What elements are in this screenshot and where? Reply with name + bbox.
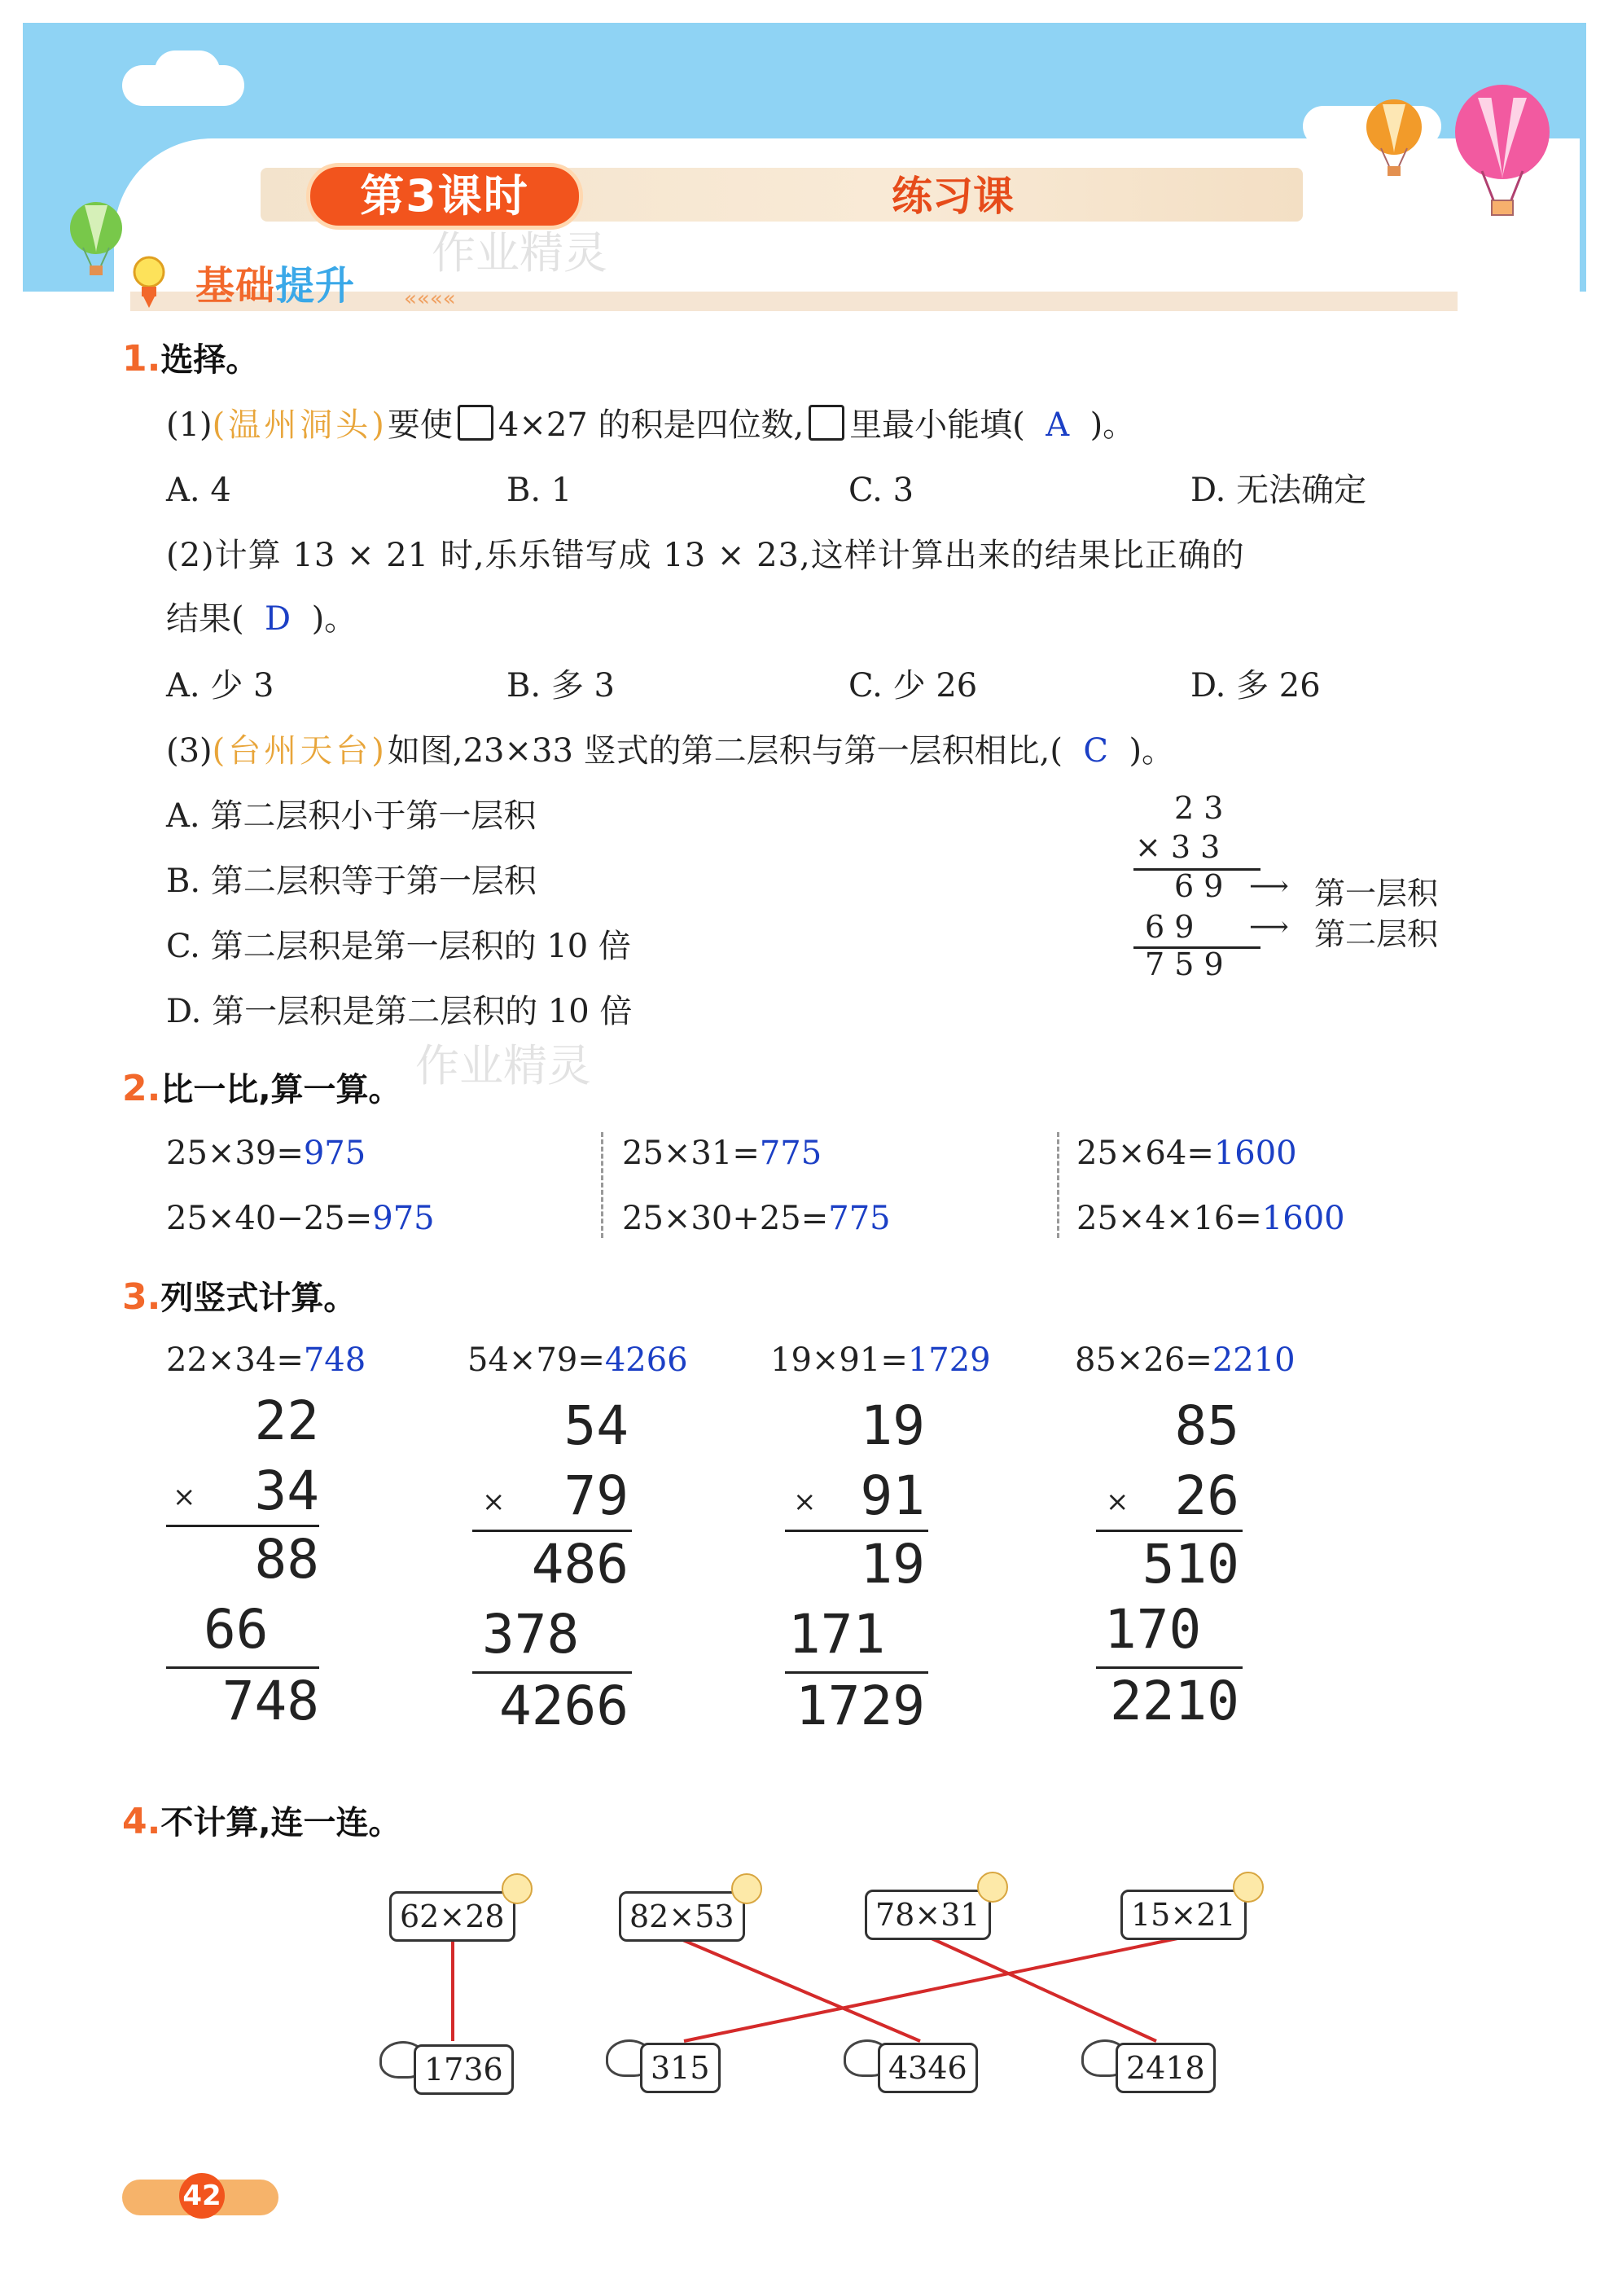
- diagram-row4: 6 9: [1145, 909, 1195, 945]
- work2-top: 54: [563, 1394, 629, 1457]
- q1-p1-text-b: 4×27 的积是四位数,: [498, 406, 804, 444]
- bottom-card-2[interactable]: 315: [640, 2043, 721, 2093]
- q1-p1-option-a: A. 4: [166, 472, 231, 509]
- duck-icon-4: [1233, 1872, 1264, 1903]
- section-title-a: 基础: [195, 263, 276, 309]
- q1-p3-option-b: B. 第二层积等于第一层积: [166, 863, 537, 900]
- q2-number: 2.: [122, 1068, 161, 1109]
- diagram-row2: × 3 3: [1135, 829, 1221, 865]
- q1-p3-text-a: 如图,23×33 竖式的第二层积与第一层积相比,(: [387, 732, 1063, 770]
- q1-p3-option-c: C. 第二层积是第一层积的 10 倍: [166, 928, 631, 965]
- section-title-b: 提升: [275, 263, 356, 309]
- section-arrows: ««««: [404, 287, 456, 311]
- q1-p2-line2-b: )。: [311, 600, 357, 638]
- match-line-2: [679, 1938, 920, 2041]
- q1-p3-answer: C: [1083, 732, 1108, 770]
- q2-col1-a1: 975: [303, 1135, 366, 1172]
- q2-col1-e1: 25×39=: [166, 1135, 304, 1172]
- page-number: 42: [179, 2173, 225, 2219]
- q2-col3-a2: 1600: [1261, 1200, 1345, 1237]
- work1-top: 22: [254, 1389, 319, 1452]
- q3-item1-e: 22×34=: [166, 1341, 304, 1379]
- q2-col3-e1: 25×64=: [1076, 1135, 1214, 1172]
- q2-col1-a2: 975: [372, 1200, 435, 1237]
- q2-col1-e2: 25×40−25=: [166, 1200, 373, 1237]
- work2-bot: 79: [563, 1464, 629, 1527]
- work1-bot: 34: [254, 1460, 319, 1522]
- bottom-card-3[interactable]: 4346: [878, 2043, 978, 2093]
- work3-p1: 19: [860, 1533, 925, 1596]
- work2-mul: ×: [482, 1486, 506, 1518]
- work2-res: 4266: [499, 1675, 629, 1737]
- diagram-row1: 2 3: [1174, 790, 1224, 826]
- q1-title: 选择。: [160, 341, 259, 379]
- q3-item3-a: 1729: [907, 1341, 991, 1379]
- diagram-row5: 7 5 9: [1145, 946, 1224, 982]
- work1-mul: ×: [173, 1481, 196, 1513]
- work3-top: 19: [860, 1394, 925, 1457]
- q1-number: 1.: [122, 338, 161, 380]
- q1-p2-line2-a: 结果(: [166, 600, 244, 638]
- work4-mul: ×: [1106, 1486, 1129, 1518]
- watermark-top: 作业精灵: [432, 227, 607, 279]
- q1-p2-line1: (2)计算 13 × 21 时,乐乐错写成 13 × 23,这样计算出来的结果比正确的: [166, 537, 1245, 574]
- work4-bot: 26: [1174, 1464, 1239, 1527]
- q1-p3-text-b: )。: [1129, 732, 1175, 770]
- work4-top: 85: [1174, 1394, 1239, 1457]
- diagram-label1: 第一层积: [1314, 876, 1439, 911]
- q3-item4-e: 85×26=: [1075, 1341, 1212, 1379]
- q2-col2-a1: 775: [759, 1135, 822, 1172]
- q2-col2-a2: 775: [828, 1200, 891, 1237]
- work1-p1: 88: [254, 1528, 319, 1591]
- q3-item4-a: 2210: [1212, 1341, 1296, 1379]
- work2-p2: 378: [482, 1603, 580, 1666]
- q1-p1-text-d: )。: [1089, 406, 1136, 444]
- duck-icon-2: [731, 1873, 762, 1904]
- q1-p3-prefix: (3): [166, 732, 213, 770]
- top-card-3[interactable]: 78×31: [865, 1890, 991, 1940]
- q1-p1-prefix: (1): [166, 406, 213, 444]
- bottom-card-1[interactable]: 1736: [414, 2044, 514, 2095]
- q3-number: 3.: [122, 1276, 161, 1318]
- q2-col2-e2: 25×30+25=: [622, 1200, 829, 1237]
- diagram-label2: 第二层积: [1314, 916, 1439, 952]
- q4-title: 不计算,连一连。: [160, 1804, 401, 1842]
- q1-p2-option-a: A. 少 3: [166, 667, 274, 705]
- q1-p2-option-d: D. 多 26: [1190, 667, 1321, 705]
- work4-p2: 170: [1104, 1598, 1202, 1661]
- duck-icon: [502, 1873, 533, 1904]
- work3-mul: ×: [793, 1486, 817, 1518]
- arrow-right-icon: ⟶: [1249, 870, 1289, 902]
- lesson-topic: 练习课: [892, 173, 1014, 220]
- q3-item3-e: 19×91=: [770, 1341, 908, 1379]
- q3-title: 列竖式计算。: [160, 1280, 357, 1317]
- q4-number: 4.: [122, 1801, 161, 1842]
- work3-res: 1729: [796, 1675, 925, 1737]
- work3-bot: 91: [860, 1464, 925, 1527]
- q1-p1-text-a: 要使: [387, 406, 453, 444]
- q1-p3-option-d: D. 第一层积是第二层积的 10 倍: [166, 993, 633, 1030]
- q1-p2-option-c: C. 少 26: [848, 667, 978, 705]
- q1-p1-answer: A: [1046, 406, 1070, 444]
- work4-res: 2210: [1110, 1670, 1239, 1732]
- q2-title: 比一比,算一算。: [160, 1071, 401, 1108]
- q1-p1-option-d: D. 无法确定: [1190, 472, 1367, 509]
- work4-p1: 510: [1142, 1533, 1239, 1596]
- q3-item1-a: 748: [303, 1341, 366, 1379]
- work3-p2: 171: [788, 1603, 886, 1666]
- q2-col3-a1: 1600: [1213, 1135, 1297, 1172]
- top-card-4[interactable]: 15×21: [1120, 1890, 1247, 1940]
- q1-p1-source: (温州洞头): [212, 406, 388, 444]
- match-line-3: [932, 1938, 1156, 2041]
- q3-item2-e: 54×79=: [467, 1341, 605, 1379]
- duck-icon-3: [977, 1872, 1008, 1903]
- work1-res: 748: [221, 1670, 319, 1732]
- q1-p3-option-a: A. 第二层积小于第一层积: [166, 797, 537, 835]
- work2-p1: 486: [531, 1533, 629, 1596]
- work1-p2: 66: [204, 1598, 269, 1661]
- diagram-row3: 6 9: [1174, 868, 1224, 904]
- q1-p1-text-c: 里最小能填(: [849, 406, 1025, 444]
- q1-p1-option-b: B. 1: [506, 472, 572, 509]
- q2-col3-e2: 25×4×16=: [1076, 1200, 1262, 1237]
- q2-col2-e1: 25×31=: [622, 1135, 760, 1172]
- q1-p2-option-b: B. 多 3: [506, 667, 615, 705]
- q3-item2-a: 4266: [604, 1341, 688, 1379]
- watermark-middle: 作业精灵: [415, 1040, 591, 1091]
- bottom-card-4[interactable]: 2418: [1116, 2043, 1216, 2093]
- top-card-2[interactable]: 82×53: [619, 1891, 745, 1942]
- lesson-label: 第3课时: [306, 163, 583, 230]
- arrow-right-icon-2: ⟶: [1249, 911, 1289, 943]
- match-line-4: [684, 1938, 1177, 2041]
- q1-p1-option-c: C. 3: [848, 472, 914, 509]
- q1-p3-source: (台州天台): [212, 732, 388, 770]
- q1-p2-answer: D: [265, 600, 292, 638]
- top-card-1[interactable]: 62×28: [389, 1891, 515, 1942]
